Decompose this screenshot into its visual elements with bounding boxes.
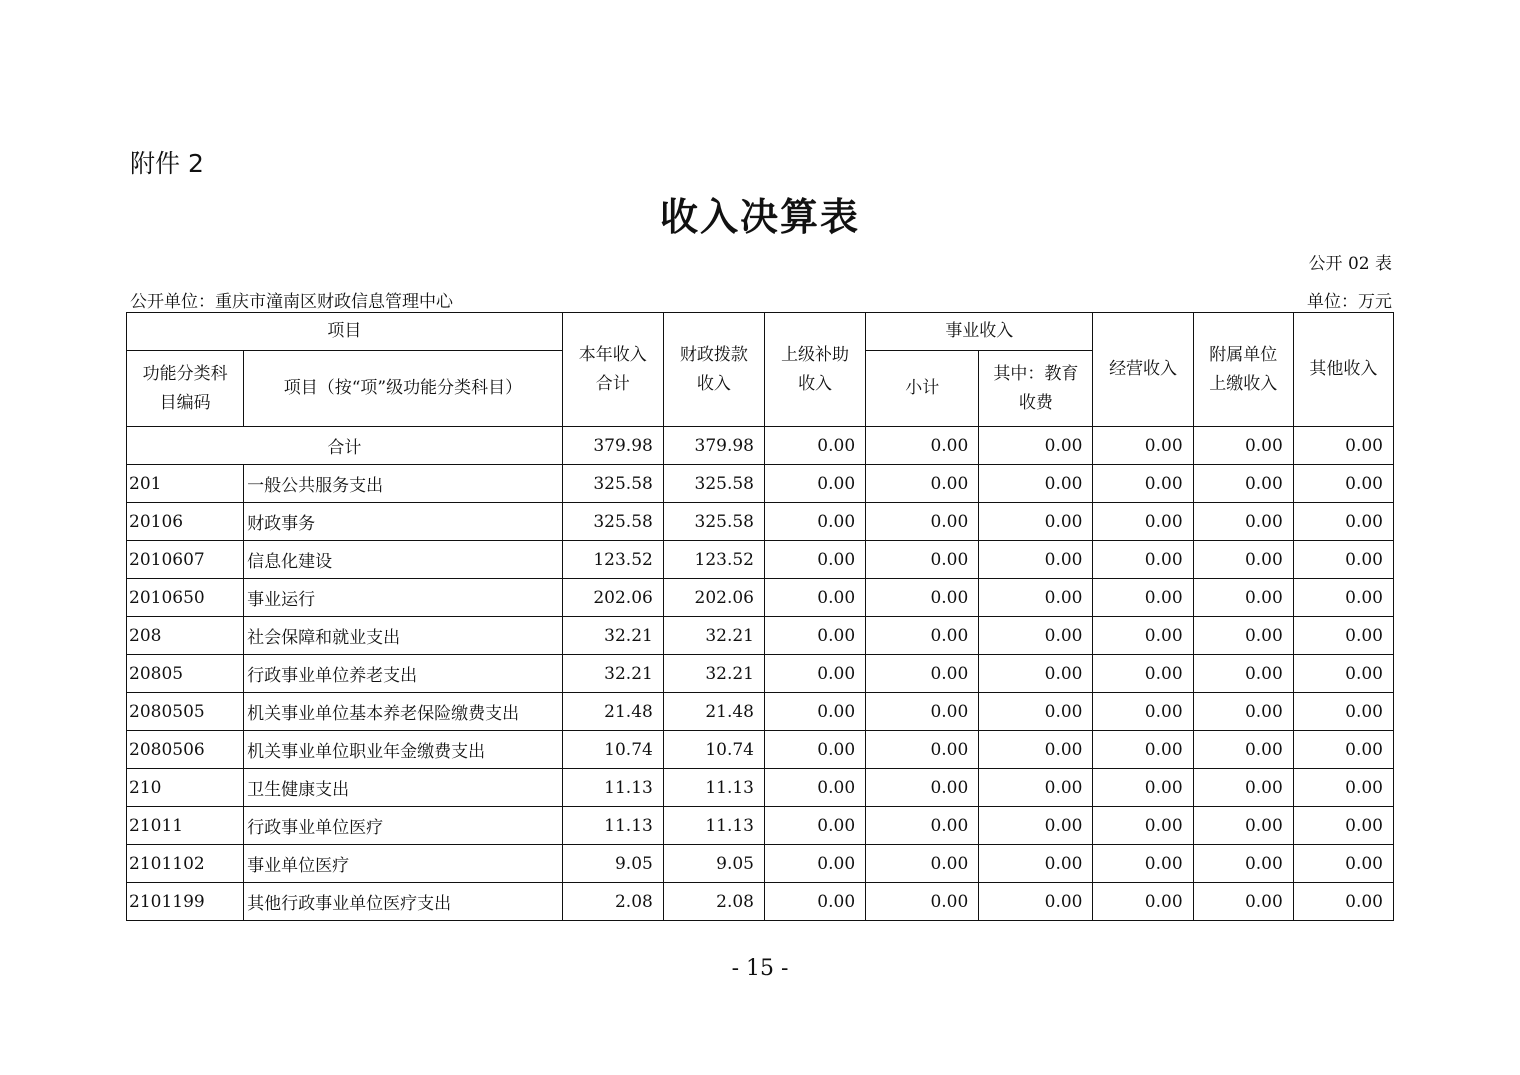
attachment-label: 附件 2 (130, 149, 204, 178)
table-row (127, 731, 1394, 769)
page-number: - 15 - (731, 956, 789, 981)
value-cell: 9.05 (562, 845, 663, 883)
header-other-income: 其他收入 (1293, 313, 1393, 427)
header-func-code: 功能分类科目编码 (127, 351, 244, 427)
value-cell: 21.48 (562, 693, 663, 731)
value-cell: 0.00 (1093, 731, 1193, 769)
total-value: 0.00 (1093, 427, 1193, 465)
value-cell: 0.00 (1193, 845, 1293, 883)
func-code-cell: 21011 (127, 807, 244, 845)
value-cell: 0.00 (764, 807, 865, 845)
value-cell: 10.74 (663, 731, 764, 769)
value-cell: 0.00 (1093, 693, 1193, 731)
value-cell: 0.00 (1193, 769, 1293, 807)
value-cell: 0.00 (1093, 579, 1193, 617)
value-cell: 0.00 (1293, 693, 1393, 731)
header-superior-subsidy: 上级补助收入 (764, 313, 865, 427)
item-name-cell: 行政事业单位养老支出 (244, 655, 563, 693)
value-cell: 0.00 (866, 465, 979, 503)
total-value: 379.98 (562, 427, 663, 465)
value-cell: 11.13 (663, 769, 764, 807)
value-cell: 0.00 (866, 655, 979, 693)
table-row (127, 883, 1394, 921)
value-cell: 2.08 (663, 883, 764, 921)
total-row (127, 427, 1394, 465)
value-cell: 0.00 (764, 883, 865, 921)
value-cell: 0.00 (1093, 655, 1193, 693)
table-row (127, 503, 1394, 541)
value-cell: 0.00 (1193, 807, 1293, 845)
value-cell: 0.00 (979, 807, 1093, 845)
value-cell: 0.00 (1293, 731, 1393, 769)
table-row (127, 807, 1394, 845)
item-name-cell: 其他行政事业单位医疗支出 (244, 883, 563, 921)
value-cell: 0.00 (979, 579, 1093, 617)
value-cell: 0.00 (866, 883, 979, 921)
value-cell: 0.00 (1193, 465, 1293, 503)
header-affiliate-income: 附属单位上缴收入 (1193, 313, 1293, 427)
table-row (127, 655, 1394, 693)
func-code-cell: 2010607 (127, 541, 244, 579)
currency-unit: 单位：万元 (1307, 292, 1392, 312)
value-cell: 0.00 (764, 693, 865, 731)
func-code-cell: 2080506 (127, 731, 244, 769)
item-name-cell: 信息化建设 (244, 541, 563, 579)
value-cell: 0.00 (1193, 579, 1293, 617)
value-cell: 0.00 (866, 845, 979, 883)
value-cell: 325.58 (663, 503, 764, 541)
value-cell: 325.58 (562, 465, 663, 503)
value-cell: 0.00 (1193, 731, 1293, 769)
value-cell: 0.00 (1193, 503, 1293, 541)
header-subtotal: 小计 (866, 351, 979, 427)
value-cell: 0.00 (1293, 845, 1393, 883)
total-value: 0.00 (1193, 427, 1293, 465)
value-cell: 0.00 (1193, 617, 1293, 655)
func-code-cell: 2101199 (127, 883, 244, 921)
item-name-cell: 社会保障和就业支出 (244, 617, 563, 655)
value-cell: 0.00 (866, 503, 979, 541)
header-total-income: 本年收入合计 (562, 313, 663, 427)
value-cell: 11.13 (562, 769, 663, 807)
value-cell: 2.08 (562, 883, 663, 921)
header-operating-income: 经营收入 (1093, 313, 1193, 427)
header-item-name: 项目（按“项”级功能分类科目） (244, 351, 563, 427)
value-cell: 202.06 (562, 579, 663, 617)
value-cell: 0.00 (1093, 503, 1193, 541)
value-cell: 0.00 (1193, 883, 1293, 921)
header-fiscal: 财政拨款收入 (663, 313, 764, 427)
value-cell: 0.00 (1193, 541, 1293, 579)
value-cell: 0.00 (1293, 617, 1393, 655)
value-cell: 0.00 (866, 731, 979, 769)
value-cell: 0.00 (1193, 655, 1293, 693)
table-row (127, 693, 1394, 731)
func-code-cell: 2010650 (127, 579, 244, 617)
table-row (127, 541, 1394, 579)
total-value: 0.00 (764, 427, 865, 465)
total-value: 0.00 (866, 427, 979, 465)
table-row (127, 465, 1394, 503)
func-code-cell: 210 (127, 769, 244, 807)
value-cell: 0.00 (1093, 465, 1193, 503)
value-cell: 0.00 (866, 541, 979, 579)
income-table (126, 312, 1394, 921)
value-cell: 0.00 (979, 845, 1093, 883)
value-cell: 32.21 (562, 655, 663, 693)
func-code-cell: 208 (127, 617, 244, 655)
func-code-cell: 2101102 (127, 845, 244, 883)
value-cell: 0.00 (979, 769, 1093, 807)
page-title: 收入决算表 (659, 194, 860, 239)
value-cell: 0.00 (1293, 769, 1393, 807)
value-cell: 0.00 (764, 731, 865, 769)
value-cell: 0.00 (764, 465, 865, 503)
header-education-fee: 其中：教育收费 (979, 351, 1093, 427)
value-cell: 11.13 (562, 807, 663, 845)
value-cell: 202.06 (663, 579, 764, 617)
value-cell: 0.00 (1093, 845, 1193, 883)
value-cell: 10.74 (562, 731, 663, 769)
item-name-cell: 行政事业单位医疗 (244, 807, 563, 845)
value-cell: 0.00 (764, 655, 865, 693)
item-name-cell: 一般公共服务支出 (244, 465, 563, 503)
total-value: 379.98 (663, 427, 764, 465)
item-name-cell: 事业单位医疗 (244, 845, 563, 883)
header-business-income: 事业收入 (866, 313, 1093, 351)
value-cell: 11.13 (663, 807, 764, 845)
item-name-cell: 卫生健康支出 (244, 769, 563, 807)
value-cell: 325.58 (562, 503, 663, 541)
value-cell: 0.00 (764, 845, 865, 883)
value-cell: 0.00 (1093, 541, 1193, 579)
value-cell: 0.00 (764, 541, 865, 579)
value-cell: 0.00 (1093, 883, 1193, 921)
value-cell: 0.00 (1093, 769, 1193, 807)
item-name-cell: 事业运行 (244, 579, 563, 617)
value-cell: 0.00 (1093, 617, 1193, 655)
func-code-cell: 20106 (127, 503, 244, 541)
item-name-cell: 机关事业单位职业年金缴费支出 (244, 731, 563, 769)
total-value: 0.00 (979, 427, 1093, 465)
header-item: 项目 (127, 313, 563, 351)
value-cell: 32.21 (663, 617, 764, 655)
table-row (127, 617, 1394, 655)
total-label: 合计 (127, 427, 563, 465)
item-name-cell: 机关事业单位基本养老保险缴费支出 (244, 693, 563, 731)
table-row (127, 845, 1394, 883)
value-cell: 0.00 (1293, 655, 1393, 693)
value-cell: 9.05 (663, 845, 764, 883)
value-cell: 0.00 (979, 465, 1093, 503)
table-row (127, 769, 1394, 807)
value-cell: 0.00 (979, 883, 1093, 921)
value-cell: 0.00 (1293, 807, 1393, 845)
value-cell: 0.00 (979, 655, 1093, 693)
value-cell: 325.58 (663, 465, 764, 503)
value-cell: 0.00 (764, 579, 865, 617)
value-cell: 0.00 (1293, 465, 1393, 503)
func-code-cell: 2080505 (127, 693, 244, 731)
total-value: 0.00 (1293, 427, 1393, 465)
value-cell: 0.00 (764, 617, 865, 655)
item-name-cell: 财政事务 (244, 503, 563, 541)
value-cell: 0.00 (979, 617, 1093, 655)
value-cell: 123.52 (663, 541, 764, 579)
value-cell: 0.00 (866, 617, 979, 655)
value-cell: 0.00 (1293, 541, 1393, 579)
value-cell: 0.00 (866, 807, 979, 845)
value-cell: 0.00 (764, 503, 865, 541)
value-cell: 0.00 (764, 769, 865, 807)
value-cell: 0.00 (866, 769, 979, 807)
table-row (127, 579, 1394, 617)
value-cell: 0.00 (866, 579, 979, 617)
func-code-cell: 20805 (127, 655, 244, 693)
value-cell: 32.21 (663, 655, 764, 693)
value-cell: 0.00 (979, 503, 1093, 541)
func-code-cell: 201 (127, 465, 244, 503)
value-cell: 0.00 (1093, 807, 1193, 845)
value-cell: 0.00 (979, 541, 1093, 579)
value-cell: 0.00 (866, 693, 979, 731)
publishing-unit: 公开单位：重庆市潼南区财政信息管理中心 (130, 292, 453, 312)
value-cell: 0.00 (1293, 503, 1393, 541)
value-cell: 123.52 (562, 541, 663, 579)
value-cell: 0.00 (1293, 579, 1393, 617)
value-cell: 0.00 (1293, 883, 1393, 921)
value-cell: 0.00 (979, 693, 1093, 731)
value-cell: 32.21 (562, 617, 663, 655)
table-number: 公开 02 表 (1308, 254, 1392, 274)
value-cell: 0.00 (979, 731, 1093, 769)
value-cell: 0.00 (1193, 693, 1293, 731)
value-cell: 21.48 (663, 693, 764, 731)
